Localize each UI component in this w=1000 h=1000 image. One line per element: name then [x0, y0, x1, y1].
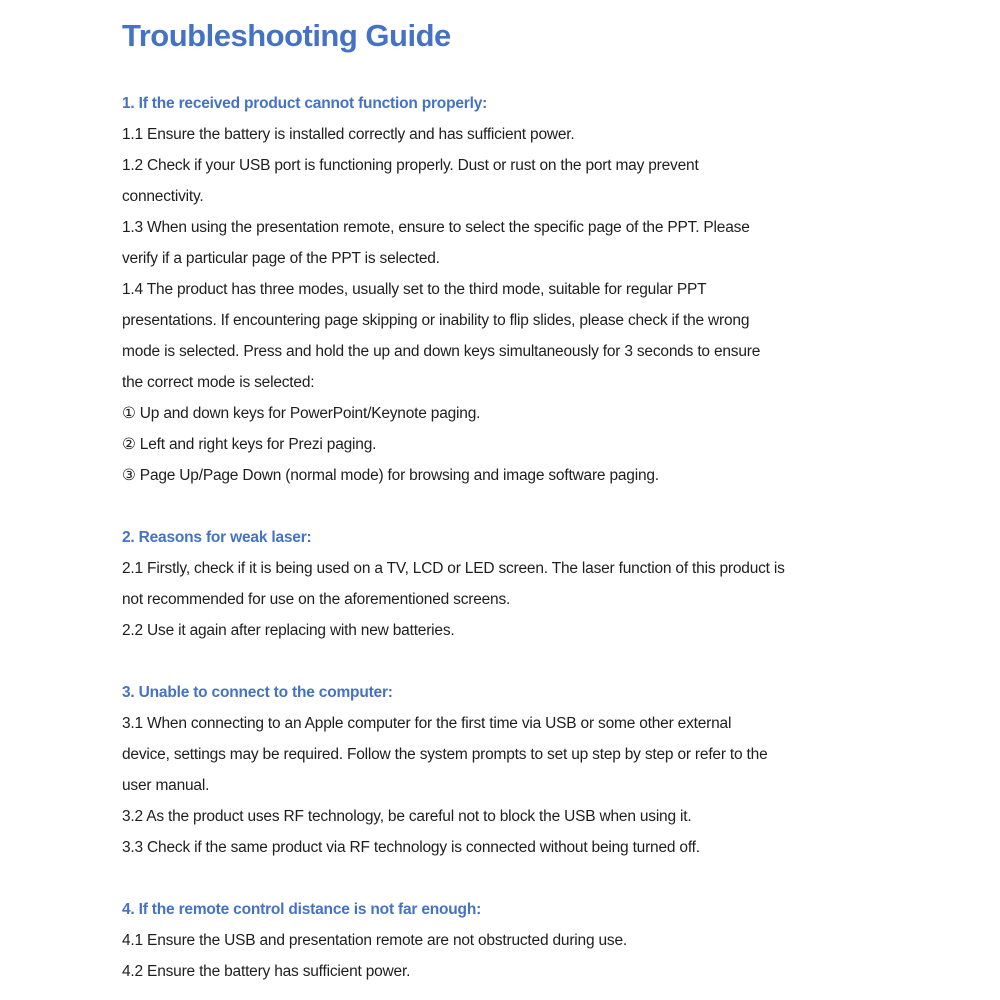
- section-3-heading: 3. Unable to connect to the computer:: [122, 684, 393, 701]
- text-line: 3.2 As the product uses RF technology, be careful not to block the USB when using it.: [122, 808, 692, 825]
- text-line: 4.1 Ensure the USB and presentation remote are not obstructed during use.: [122, 932, 627, 949]
- text-line: presentations. If encountering page skipping or inability to flip slides, please check if the wrong: [122, 312, 750, 329]
- list-item-circled-1: ① Up and down keys for PowerPoint/Keynote paging.: [122, 405, 481, 422]
- section-1: [122, 88, 960, 491]
- list-item-circled-2: ② Left and right keys for Prezi paging.: [122, 436, 377, 453]
- text-line: 1.3 When using the presentation remote, ensure to select the specific page of the PPT. Please: [122, 219, 750, 236]
- text-line: connectivity.: [122, 188, 204, 205]
- text-line: 2.1 Firstly, check if it is being used on a TV, LCD or LED screen. The laser function of this product is: [122, 560, 785, 577]
- text-line: 3.1 When connecting to an Apple computer for the first time via USB or some other external: [122, 715, 732, 732]
- section-2: [122, 522, 960, 646]
- section-2-heading: 2. Reasons for weak laser:: [122, 529, 312, 546]
- section-1-heading: 1. If the received product cannot function properly:: [122, 95, 488, 112]
- text-line: 2.2 Use it again after replacing with new batteries.: [122, 622, 455, 639]
- text-line: not recommended for use on the aforementioned screens.: [122, 591, 511, 608]
- text-line: 1.4 The product has three modes, usually set to the third mode, suitable for regular PPT: [122, 281, 707, 298]
- list-item-circled-3: ③ Page Up/Page Down (normal mode) for browsing and image software paging.: [122, 467, 659, 484]
- text-line: verify if a particular page of the PPT is selected.: [122, 250, 440, 267]
- section-4-heading: 4. If the remote control distance is not far enough:: [122, 901, 482, 918]
- page-title: Troubleshooting Guide: [122, 18, 451, 53]
- text-line: mode is selected. Press and hold the up and down keys simultaneously for 3 seconds to ensure: [122, 343, 761, 360]
- section-3: [122, 677, 960, 863]
- text-line: the correct mode is selected:: [122, 374, 315, 391]
- text-line: 3.3 Check if the same product via RF technology is connected without being turned off.: [122, 839, 700, 856]
- text-line: 1.1 Ensure the battery is installed correctly and has sufficient power.: [122, 126, 575, 143]
- text-line: device, settings may be required. Follow the system prompts to set up step by step or refer to the: [122, 746, 768, 763]
- text-line: user manual.: [122, 777, 210, 794]
- text-line: 4.2 Ensure the battery has sufficient power.: [122, 963, 411, 980]
- section-4: [122, 894, 960, 987]
- text-line: 1.2 Check if your USB port is functioning properly. Dust or rust on the port may prevent: [122, 157, 699, 174]
